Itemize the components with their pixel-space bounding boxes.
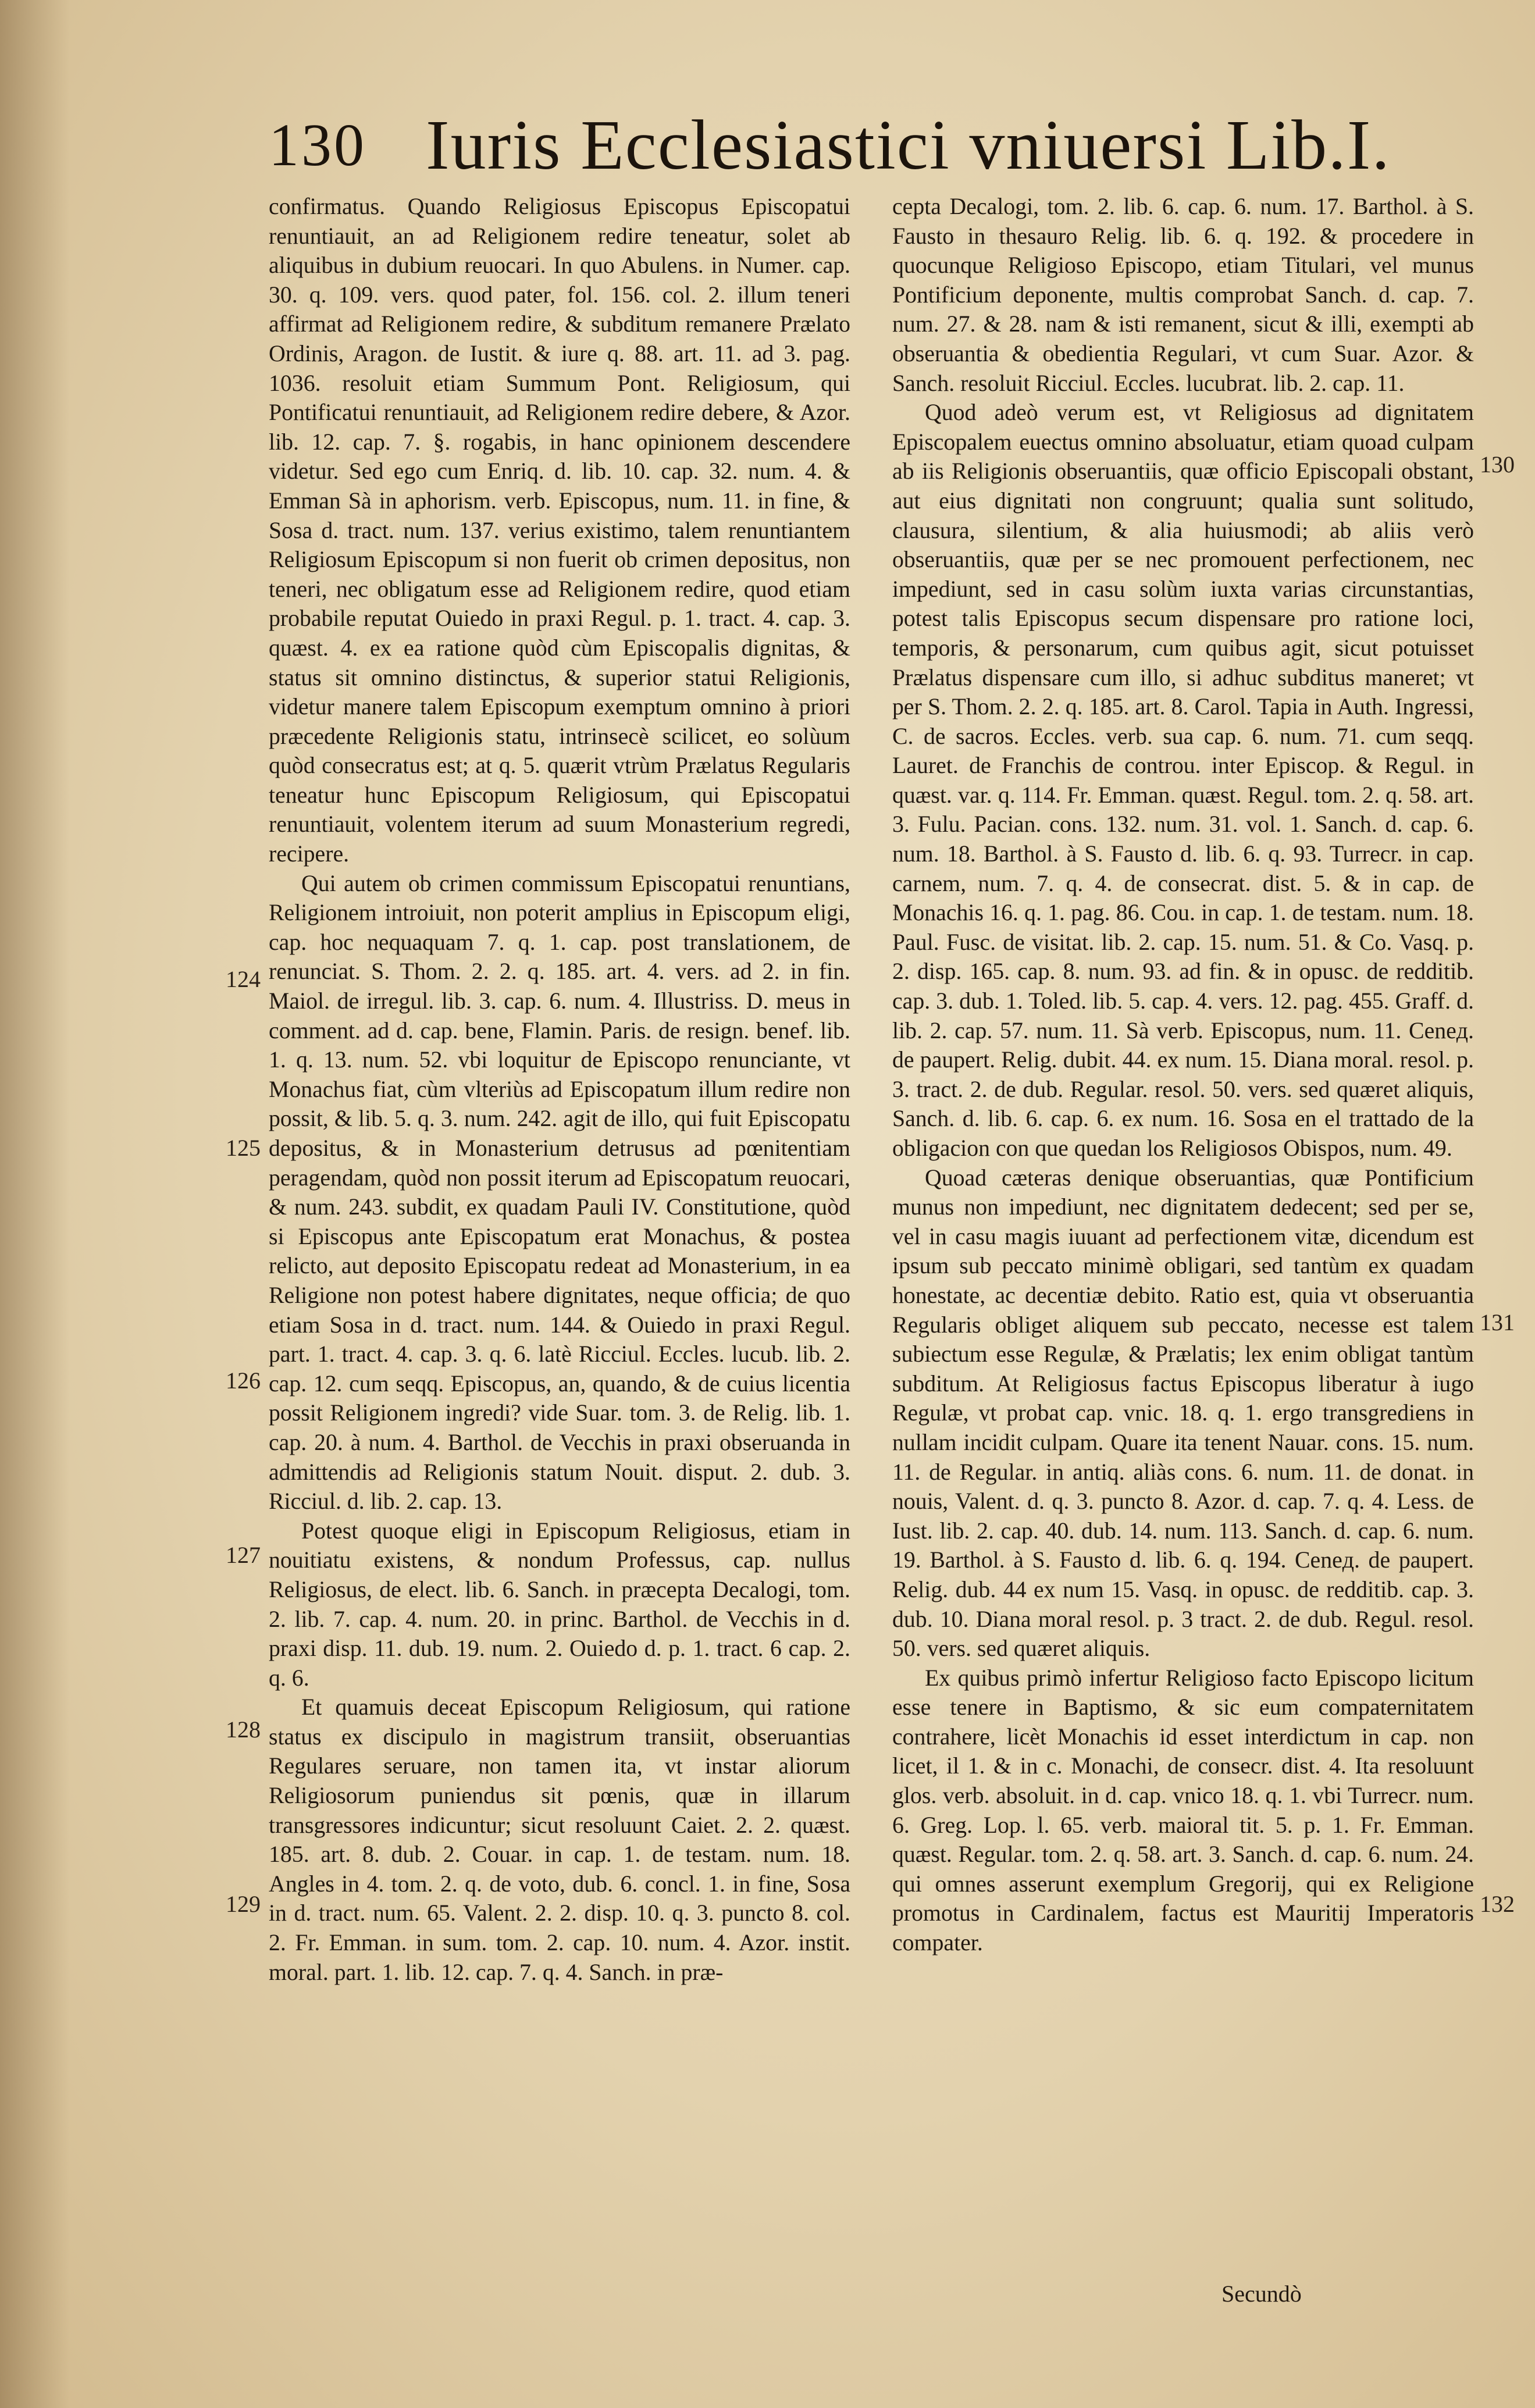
right-paragraph-4: Ex quibus primò infertur Religioso facto Episcopo licitum esse tenere in Baptismo, & sic eum compaternitatem contrahere, licèt Monachis id esset interdictum in cap. non licet, il 1. & in c. Monachi, de consecr. dist. 4. Ita resoluunt glos. verb. absoluit. in d. cap. vnico 18. q. 1. vbi Turrecr. num. 6. Greg. Lop. l. 65. verb. maioral tit. 5. p. 1. Fr. Emman. quæst. Regular. tom. 2. q. 58. art. 3. Sanch. d. cap. 6. num. 24. qui omnes asserunt exemplum Gregorij, qui ex Religione promotus in Cardinalem, factus est Mauritij Imperatoris compater. — [892, 1665, 1474, 1956]
marginal-number-129: 129 — [226, 1891, 261, 1917]
page-header — [269, 105, 1391, 192]
marginal-number-127: 127 — [226, 1542, 261, 1568]
left-paragraph-3: Potest quoque eligi in Episcopum Religiosus, etiam in nouitiatu existens, & nondum Professus, cap. nullus Religiosus, de elect. lib. 6. Sanch. in præcepta Decalogi, tom. 2. lib. 7. cap. 4. num. 20. in princ. Barthol. de Vecchis in d. praxi disp. 11. dub. 19. num. 2. Ouiedo d. p. 1. tract. 6 cap. 2. q. 6. — [269, 1518, 850, 1691]
marginal-number-126: 126 — [226, 1367, 261, 1394]
left-paragraph-1: confirmatus. Quando Religiosus Episcopus Episcopatui renuntiauit, an ad Religionem redire teneatur, solet ab aliquibus in dubium reuocari. In quo Abulens. in Numer. cap. 30. q. 109. vers. quod pater, fol. 156. col. 2. illum teneri affirmat ad Religionem redire, & subditum remanere Prælato Ordinis, Aragon. de Iustit. & iure q. 88. art. 11. ad 3. pag. 1036. resoluit etiam Summum Pont. Religiosum, qui Pontificatui renuntiauit, ad Religionem redire debere, & Azor. lib. 12. cap. 7. §. rogabis, in hanc opinionem descendere videtur. Sed ego cum Enriq. d. lib. 10. cap. 32. num. 4. & Emman Sà in aphorism. verb. Episcopus, num. 11. in fine, & Sosa d. tract. num. 137. verius existimo, talem renuntiantem Religiosum Episcopum si non fuerit ob crimen depositus, non teneri, nec obligatum esse ad Religionem redire, quod etiam probabile reputat Ouiedo in praxi Regul. p. 1. tract. 4. cap. 3. quæst. 4. ex ea ratione quòd cùm Episcopalis dignitas, & status sit omnino distinctus, & superior statui Religionis, videtur manere talem Episcopum exemptum omnino à priori præcedente Religionis statu, intrinsecè scilicet, eo solùum quòd consecratus est; at q. 5. quærit vtrùm Prælatus Regularis teneatur hunc Episcopum Religiosum, qui Episcopatui renuntiauit, volentem iterum ad suum Monasterium regredi, recipere. — [269, 194, 850, 867]
running-title: Iuris Ecclesiastici vniuersi Lib.I. — [426, 106, 1391, 184]
right-paragraph-2: Quod adeò verum est, vt Religiosus ad dignitatem Episcopalem euectus omnino absoluatur, etiam quoad culpam ab iis Religionis obseruantiis, quæ officio Episcopali obstant, aut eius dignitati non congruunt; qualia sunt solitudo, clausura, silentium, & alia huiusmodi; ab aliis verò obseruantiis, quæ per se nec promouent perfectionem, nec impediunt, sed in casu solùm iuxta varias circunstantias, potest talis Episcopus secum dispensare pro ratione loci, temporis, & personarum, cum quibus agit, sicut potuisset Prælatus dispensare cum illo, si adhuc subditus maneret; vt per S. Thom. 2. 2. q. 185. art. 8. Carol. Tapia in Auth. Ingressi, C. de sacros. Eccles. verb. sua cap. 6. num. 71. cum seqq. Lauret. de Franchis de controu. inter Episcop. & Regul. in quæst. var. q. 114. Fr. Emman. quæst. Regul. tom. 2. q. 58. art. 3. Fulu. Pacian. cons. 132. num. 31. vol. 1. Sanch. d. cap. 6. num. 18. Barthol. à S. Fausto d. lib. 6. q. 93. Turrecr. in cap. carnem, num. 7. q. 4. de consecrat. dist. 5. & in cap. de Monachis 16. q. 1. pag. 86. Cou. in cap. 1. de testam. num. 18. Paul. Fusc. de visitat. lib. 2. cap. 15. num. 51. & Co. Vasq. p. 2. disp. 165. cap. 8. num. 93. ad fin. & in opusc. de redditib. cap. 3. dub. 1. Toled. lib. 5. cap. 4. vers. 12. pag. 455. Graff. d. lib. 2. cap. 57. num. 11. Sà verb. Episcopus, num. 11. Ceneд. de paupert. Relig. dubit. 44. ex num. 15. Diana moral. resol. p. 3. tract. 2. de dub. Regular. resol. 50. vers. sed quæret aliquis, Sanch. d. lib. 6. cap. 6. ex num. 16. Sosa en el trattado de la obligacion con que quedan los Religiosos Obispos, num. 49. — [892, 400, 1474, 1161]
catchword: Secundò — [1221, 2281, 1302, 2307]
left-paragraph-2: Qui autem ob crimen commissum Episcopatui renuntians, Religionem introiuit, non poterit amplius in Episcopum eligi, cap. hoc nequaquam 7. q. 1. cap. post translationem, de renunciat. S. Thom. 2. 2. q. 185. art. 4. vers. ad 2. in fin. Maiol. de irregul. lib. 3. cap. 6. num. 4. Illustriss. D. meus in comment. ad d. cap. bene, Flamin. Paris. de resign. benef. lib. 1. q. 13. num. 52. vbi loquitur de Episcopo renunciante, vt Monachus fiat, cùm vlteriùs ad Episcopatum illum redire non possit, & lib. 5. q. 3. num. 242. agit de illo, qui fuit Episcopatu depositus, & in Monasterium detrusus ad pœnitentiam peragendam, quòd non possit iterum ad Episcopatum reuocari, & num. 243. subdit, ex quadam Pauli IV. Constitutione, quòd si Episcopus ante Episcopatum erat Monachus, & postea relicto, aut deposito Episcopatu redeat ad Monasterium, in ea Religione non potest habere dignitates, neque officia; de quo etiam Sosa in d. tract. num. 144. & Ouiedo in praxi Regul. part. 1. tract. 4. cap. 3. q. 6. latè Ricciul. Eccles. lucub. lib. 2. cap. 12. cum seqq. Episcopus, an, quando, & de cuius licentia possit Religionem ingredi? vide Suar. tom. 3. de Relig. lib. 1. cap. 20. à num. 4. Barthol. de Vecchis in praxi obseruanda in admittendis ad Religionis statum Nouit. disput. 2. dub. 3. Ricciul. d. lib. 2. cap. 13. — [269, 870, 850, 1515]
marginal-number-128: 128 — [226, 1716, 261, 1743]
page-number: 130 — [269, 112, 366, 179]
right-column — [892, 192, 1474, 1958]
left-column — [269, 192, 850, 1987]
marginal-number-125: 125 — [226, 1135, 261, 1161]
right-paragraph-3: Quoad cæteras denique obseruantias, quæ Pontificium munus non impediunt, nec dignitatem dedecent; sed per se, vel in casu magis iuuant ad perfectionem vitæ, dicendum est ipsum sub peccato minimè obligari, sed tantùm ex quadam honestate, ac decentiæ debito. Ratio est, quia vt obseruantia Regularis obliget aliquem sub peccato, necesse est talem subiectum esse Regulæ, & Prælatis; lex enim obligat tantùm subditum. At Religiosus factus Episcopus liberatur à iugo Regulæ, vt probat cap. vnic. 18. q. 1. ergo transgrediens in nullam incidit culpam. Quare ita tenent Nauar. cons. 15. num. 11. de Regular. in antiq. aliàs cons. 6. num. 11. de donat. in nouis, Valent. d. q. 3. puncto 8. Azor. d. cap. 7. q. 4. Less. de Iust. lib. 2. cap. 40. dub. 14. num. 113. Sanch. d. cap. 6. num. 19. Barthol. à S. Fausto d. lib. 6. q. 194. Ceneд. de paupert. Relig. dub. 44 ex num 15. Vasq. in opusc. de redditib. cap. 3. dub. 10. Diana moral resol. p. 3 tract. 2. de dub. Regul. resol. 50. vers. sed quæret aliquis. — [892, 1164, 1474, 1662]
marginal-number-132: 132 — [1480, 1891, 1515, 1917]
marginal-number-124: 124 — [226, 966, 261, 992]
binding-shadow — [0, 0, 70, 2408]
marginal-number-130: 130 — [1480, 451, 1515, 478]
left-paragraph-4: Et quamuis deceat Episcopum Religiosum, qui ratione status ex discipulo in magistrum transiit, obseruantias Regulares seruare, non tamen ita, vt instar aliorum Religiosorum puniendus sit pœnis, quæ in illarum transgressores indicuntur; sicut resoluunt Caiet. 2. 2. quæst. 185. art. 8. dub. 2. Couar. in cap. 1. de testam. num. 18. Angles in 4. tom. 2. q. de voto, dub. 6. concl. 1. in fine, Sosa in d. tract. num. 65. Valent. 2. 2. disp. 10. q. 3. puncto 8. col. 2. Fr. Emman. in sum. tom. 2. cap. 10. num. 4. Azor. instit. moral. part. 1. lib. 12. cap. 7. q. 4. Sanch. in præ- — [269, 1694, 850, 1985]
marginal-number-131: 131 — [1480, 1309, 1515, 1335]
right-paragraph-1: cepta Decalogi, tom. 2. lib. 6. cap. 6. num. 17. Barthol. à S. Fausto in thesauro Relig. lib. 6. q. 192. & procedere in quocunque Religioso Episcopo, etiam Titulari, vel munus Pontificium deponente, multis comprobat Sanch. d. cap. 7. num. 27. & 28. nam & isti remanent, sicut & illi, exempti ab obseruantia & obedientia Regulari, vt cum Suar. Azor. & Sanch. resoluit Ricciul. Eccles. lucubrat. lib. 2. cap. 11. — [892, 194, 1474, 396]
